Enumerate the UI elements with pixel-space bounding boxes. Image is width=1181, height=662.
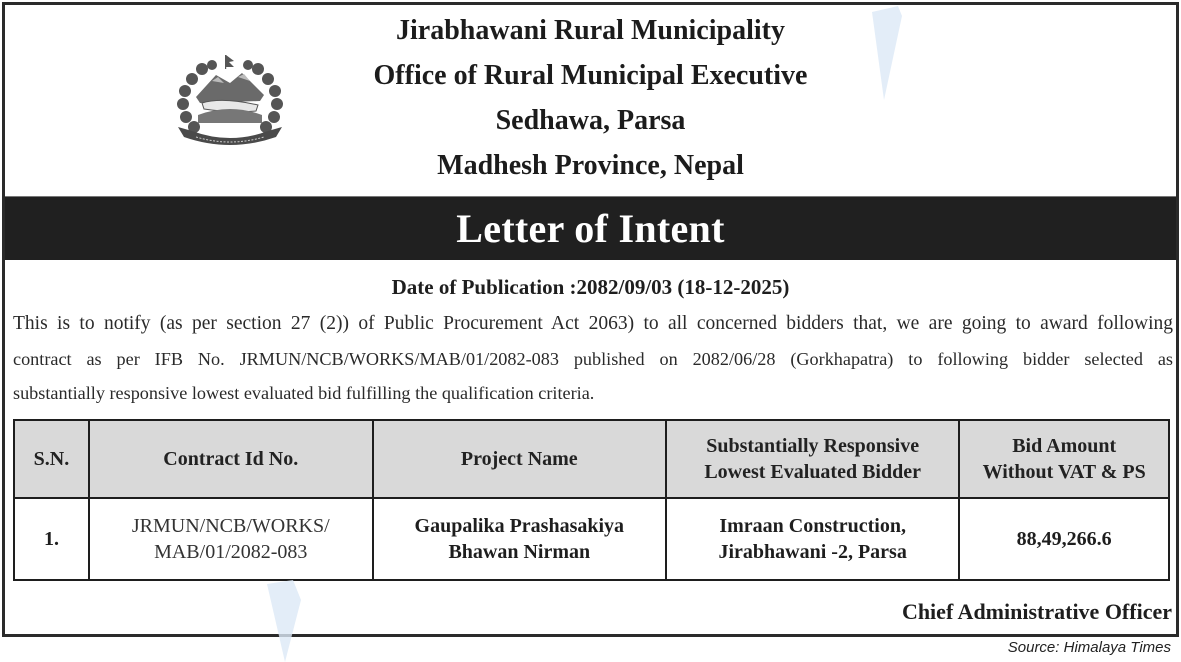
signatory-title: Chief Administrative Officer: [901, 599, 1172, 624]
province-country: Madhesh Province, Nepal: [437, 150, 744, 181]
column-header-project-name: Project Name: [373, 420, 666, 498]
body-line-2: contract as per IFB No. JRMUN/NCB/WORKS/MAB/01/2082-083 published on 2082/06/28 (Gorkhapatra) to following bidder selected as: [13, 349, 1173, 369]
column-header-contract-id: Contract Id No.: [89, 420, 373, 498]
column-header-bidder: Substantially Responsive Lowest Evaluated Bidder: [666, 420, 959, 498]
cell-bidder: Imraan Construction, Jirabhawani -2, Parsa: [666, 498, 959, 580]
notice-frame: [2, 2, 1179, 637]
body-line-1: This is to notify (as per section 27 (2)) of Public Procurement Act 2063) to all concerned bidders that, we are going to award following: [13, 313, 1173, 334]
cell-bid-amount: 88,49,266.6: [959, 498, 1169, 580]
table-header-row: [14, 420, 1169, 498]
office-location: Sedhawa, Parsa: [495, 105, 686, 136]
cell-project-name: Gaupalika Prashasakiya Bhawan Nirman: [373, 498, 666, 580]
source-caption: Source: Himalaya Times: [1007, 639, 1171, 656]
publication-date: Date of Publication :2082/09/03 (18-12-2025): [391, 275, 790, 299]
cell-contract-id: JRMUN/NCB/WORKS/ MAB/01/2082-083: [89, 498, 373, 580]
column-header-bid-amount: Bid Amount Without VAT & PS: [959, 420, 1169, 498]
award-table: [13, 419, 1170, 581]
column-header-sn: S.N.: [14, 420, 89, 498]
notice-title: Letter of Intent: [456, 206, 725, 251]
cell-sn: 1.: [14, 498, 89, 580]
table-row: [14, 498, 1169, 580]
title-bar: [5, 196, 1176, 260]
municipality-name: Jirabhawani Rural Municipality: [396, 15, 785, 46]
notice-header: [5, 5, 1176, 195]
body-line-3: substantially responsive lowest evaluated bid fulfilling the qualification criteria.: [13, 383, 595, 403]
office-name: Office of Rural Municipal Executive: [373, 60, 808, 91]
